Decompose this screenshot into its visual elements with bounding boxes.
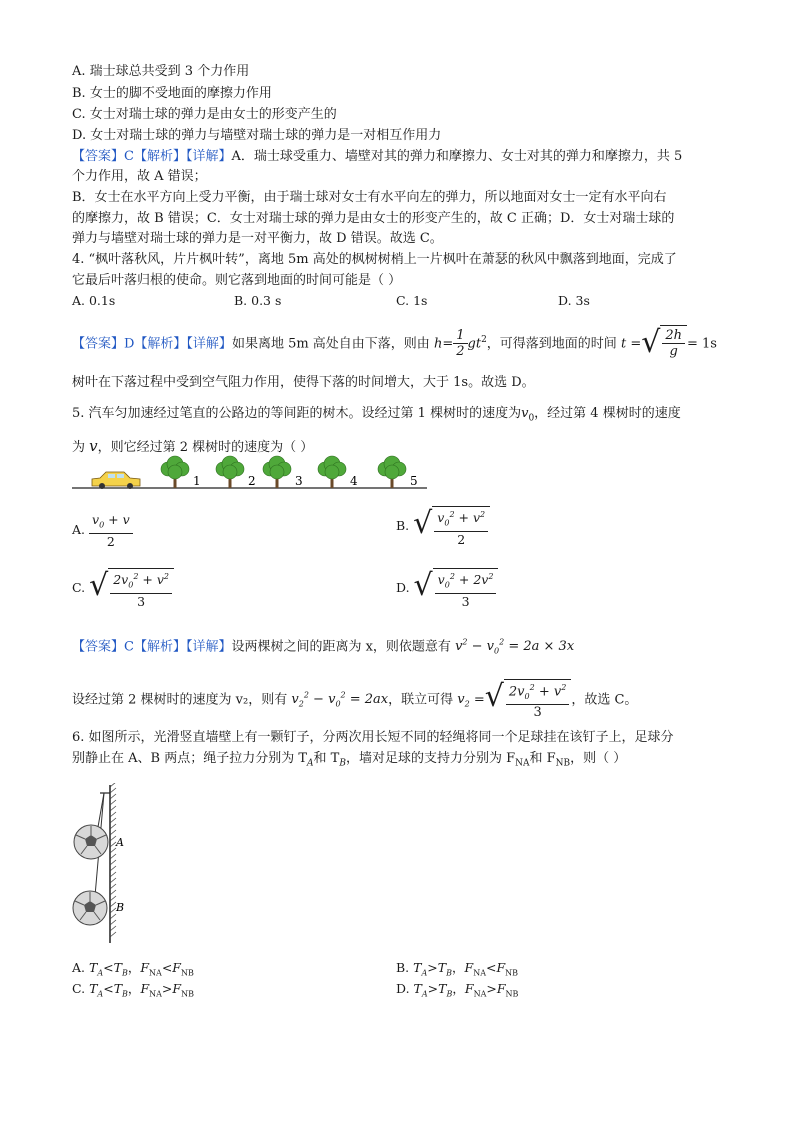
q5-stem-a: 5. 汽车匀加速经过笔直的公路边的等间距的树木。设经过第 1 棵树时的速度为: [72, 406, 522, 421]
q5-option-a: [72, 512, 133, 549]
q5-answer-text-d: ，故选 C。: [571, 692, 638, 708]
q6-stem-b: 和 T: [313, 751, 340, 766]
tree-label: 4: [350, 474, 358, 488]
q4-stem-line-2: 它最后叶落归根的使命。则它落到地面的时间可能是（ ）: [72, 273, 402, 288]
q5-answer-tag: 【答案】C【解析】【详解】: [72, 639, 232, 655]
q5-answer-line-2: 设经过第 2 棵树时的速度为 v₂，则有 $v_2^2 - v_0^2 = 2ax$，联立可得 $v_2$ = √ $\frac{2v_0^2 + v^2}{3}$ ，故选 C。: [72, 679, 638, 721]
q3-answer-line-2: 个力作用，故 A 错误；: [72, 169, 207, 184]
q5-option-a-formula: $\frac{v_0 + v}{2}$: [89, 512, 133, 549]
label-b: B: [116, 901, 125, 914]
q6-stem-e: ，则（ ）: [570, 751, 627, 766]
q5-option-b: [396, 506, 490, 547]
q5-stem-d: ，则它经过第 2 棵树时的速度为（ ）: [97, 440, 314, 455]
football-b-icon: [73, 891, 107, 925]
q5-option-c-formula: √ $\frac{2v_0^2 + v^2}{3}$: [89, 568, 174, 609]
q4-answer-text-a: 如果离地 5m 高处自由下落，则由: [231, 336, 430, 352]
football-a-icon: [74, 825, 108, 859]
tree-icon: [378, 456, 406, 488]
q4-stem-line-1: 4. “枫叶落秋风，片片枫叶转”，离地 5m 高处的枫树树梢上一片枫叶在萧瑟的秋风中飘落到地面，完成了: [72, 252, 677, 267]
q4-formula-half: $\frac{1}{2}$: [453, 328, 467, 359]
q6-option-c: C. $T_A<T_B$，$F_{NA}>F_{NB}$: [72, 981, 194, 999]
q3-option-d: D. 女士对瑞士球的弹力与墙壁对瑞士球的弹力是一对相互作用力: [72, 128, 442, 143]
q3-answer-line-3: B．女士在水平方向上受力平衡，由于瑞士球对女士有水平向左的弹力，所以地面对女士一定有水平向右: [72, 190, 667, 205]
q4-formula-sqrt: √ $\frac{2h}{g}$: [641, 325, 687, 362]
q4-option-d: D. 3s: [558, 293, 590, 308]
q6-stem-line-2: 别静止在 A、B 两点；绳子拉力分别为 $T_A$和 $T_B$，墙对足球的支持力分别为 $F_{NA}$和 $F_{NB}$，则（ ）: [72, 751, 627, 769]
q5-option-d-formula: √ $\frac{v_0^2 + 2v^2}{3}$: [414, 568, 499, 609]
q5-option-c: [72, 568, 174, 609]
q4-answer-tag: 【答案】D【解析】【详解】: [72, 336, 232, 352]
q6-stem-c: ，墙对足球的支持力分别为 F: [345, 751, 516, 766]
q3-answer-line-4: 的摩擦力，故 B 错误；C．女士对瑞士球的弹力是由女士的形变产生的，故 C 正确；D．女士对瑞士球的: [72, 211, 675, 226]
q5-option-b-letter: B.: [396, 517, 410, 533]
tree-icon: [216, 456, 244, 488]
q3-answer-line-5: 弹力与墙壁对瑞士球的弹力是一对平衡力，故 D 错误。故选 C。: [72, 231, 443, 246]
q5-stem-line-2: 为 v，则它经过第 2 棵树时的速度为（ ）: [72, 437, 314, 455]
tree-label: 2: [248, 474, 256, 488]
q5-option-d: [396, 568, 498, 609]
q4-formula-t: t: [620, 336, 627, 352]
tree-label: 1: [193, 474, 201, 488]
q5-option-b-formula: √ $\frac{v_0^2 + v^2}{2}$: [413, 506, 490, 547]
q5-answer-formula-1: $v^2 - v_0^2 = 2a \times 3x$: [455, 638, 575, 656]
q3-option-a: A. 瑞士球总共受到 3 个力作用: [72, 64, 250, 79]
q5-option-a-letter: A.: [72, 521, 86, 537]
wall: [110, 783, 116, 943]
q5-stem-c: 为: [72, 440, 86, 455]
q4-option-a: A. 0.1s: [72, 293, 116, 308]
q5-option-c-letter: C.: [72, 579, 86, 595]
q4-option-b: B. 0.3 s: [234, 293, 282, 308]
q5-option-d-letter: D.: [396, 579, 410, 595]
q6-stem-line-1: 6. 如图所示，光滑竖直墙壁上有一颗钉子，分两次用长短不同的轻绳将同一个足球挂在该钉子上，足球分: [72, 730, 674, 745]
tree-icon: [318, 456, 346, 488]
q4-option-c: C. 1s: [396, 293, 428, 308]
q4-answer-line-1: 【答案】D【解析】【详解】如果离地 5m 高处自由下落，则由 h= $\frac{1}{2}$ $gt^2$，可得落到地面的时间 t = √ $\frac{2h}{g}$ = 1s: [72, 325, 717, 361]
q4-answer-text-c: = 1s: [687, 336, 717, 352]
q3-answer-text: A．瑞士球受重力、墙壁对其的弹力和摩擦力、女士对其的弹力和摩擦力，共 5: [231, 149, 683, 164]
q3-option-c: C. 女士对瑞士球的弹力是由女士的形变产生的: [72, 107, 337, 122]
q5-answer-formula-2: $v_2^2 - v_0^2 = 2ax$: [291, 691, 389, 709]
q4-formula-h: h: [433, 336, 443, 352]
q5-answer-line-1: [72, 634, 574, 661]
tree-label: 3: [295, 474, 303, 488]
tree-icon: [263, 456, 291, 488]
label-a: A: [116, 836, 124, 849]
q5-answer-formula-3: √ $\frac{2v_0^2 + v^2}{3}$: [485, 679, 572, 720]
q6-stem-a: 别静止在 A、B 两点；绳子拉力分别为 T: [72, 751, 308, 766]
q4-answer-text-b: ，可得落到地面的时间: [486, 336, 617, 352]
q5-stem-line-1: 5. 汽车匀加速经过笔直的公路边的等间距的树木。设经过第 1 棵树时的速度为$v_0$，经过第 4 棵树时的速度: [72, 406, 681, 424]
car-icon: [92, 472, 140, 489]
q6-option-b: B. $T_A>T_B$，$F_{NA}<F_{NB}$: [396, 960, 519, 978]
q3-answer-line-1: [72, 148, 682, 166]
q6-option-d: D. $T_A>T_B$，$F_{NA}>F_{NB}$: [396, 981, 519, 999]
q5-answer-text-b: 设经过第 2 棵树时的速度为 v₂，则有: [72, 692, 288, 708]
q3-answer-tag: 【答案】C【解析】【详解】: [72, 149, 232, 164]
q6-option-a: A. $T_A<T_B$，$F_{NA}<F_{NB}$: [72, 960, 194, 978]
q6-stem-d: 和 F: [529, 751, 556, 766]
tree-label: 5: [410, 474, 418, 488]
q5-answer-text-a: 设两棵树之间的距离为 x，则依题意有: [231, 639, 451, 655]
q3-option-b: B. 女士的脚不受地面的摩擦力作用: [72, 86, 272, 101]
q4-answer-line-2: 树叶在下落过程中受到空气阻力作用，使得下落的时间增大，大于 1s。故选 D。: [72, 375, 535, 390]
q6-wall-figure: [70, 783, 150, 945]
q5-stem-b: ，经过第 4 棵树时的速度: [534, 406, 681, 421]
q5-answer-text-c: ，联立可得: [388, 692, 454, 708]
tree-icon: [161, 456, 189, 488]
q5-road-figure: [72, 455, 432, 495]
